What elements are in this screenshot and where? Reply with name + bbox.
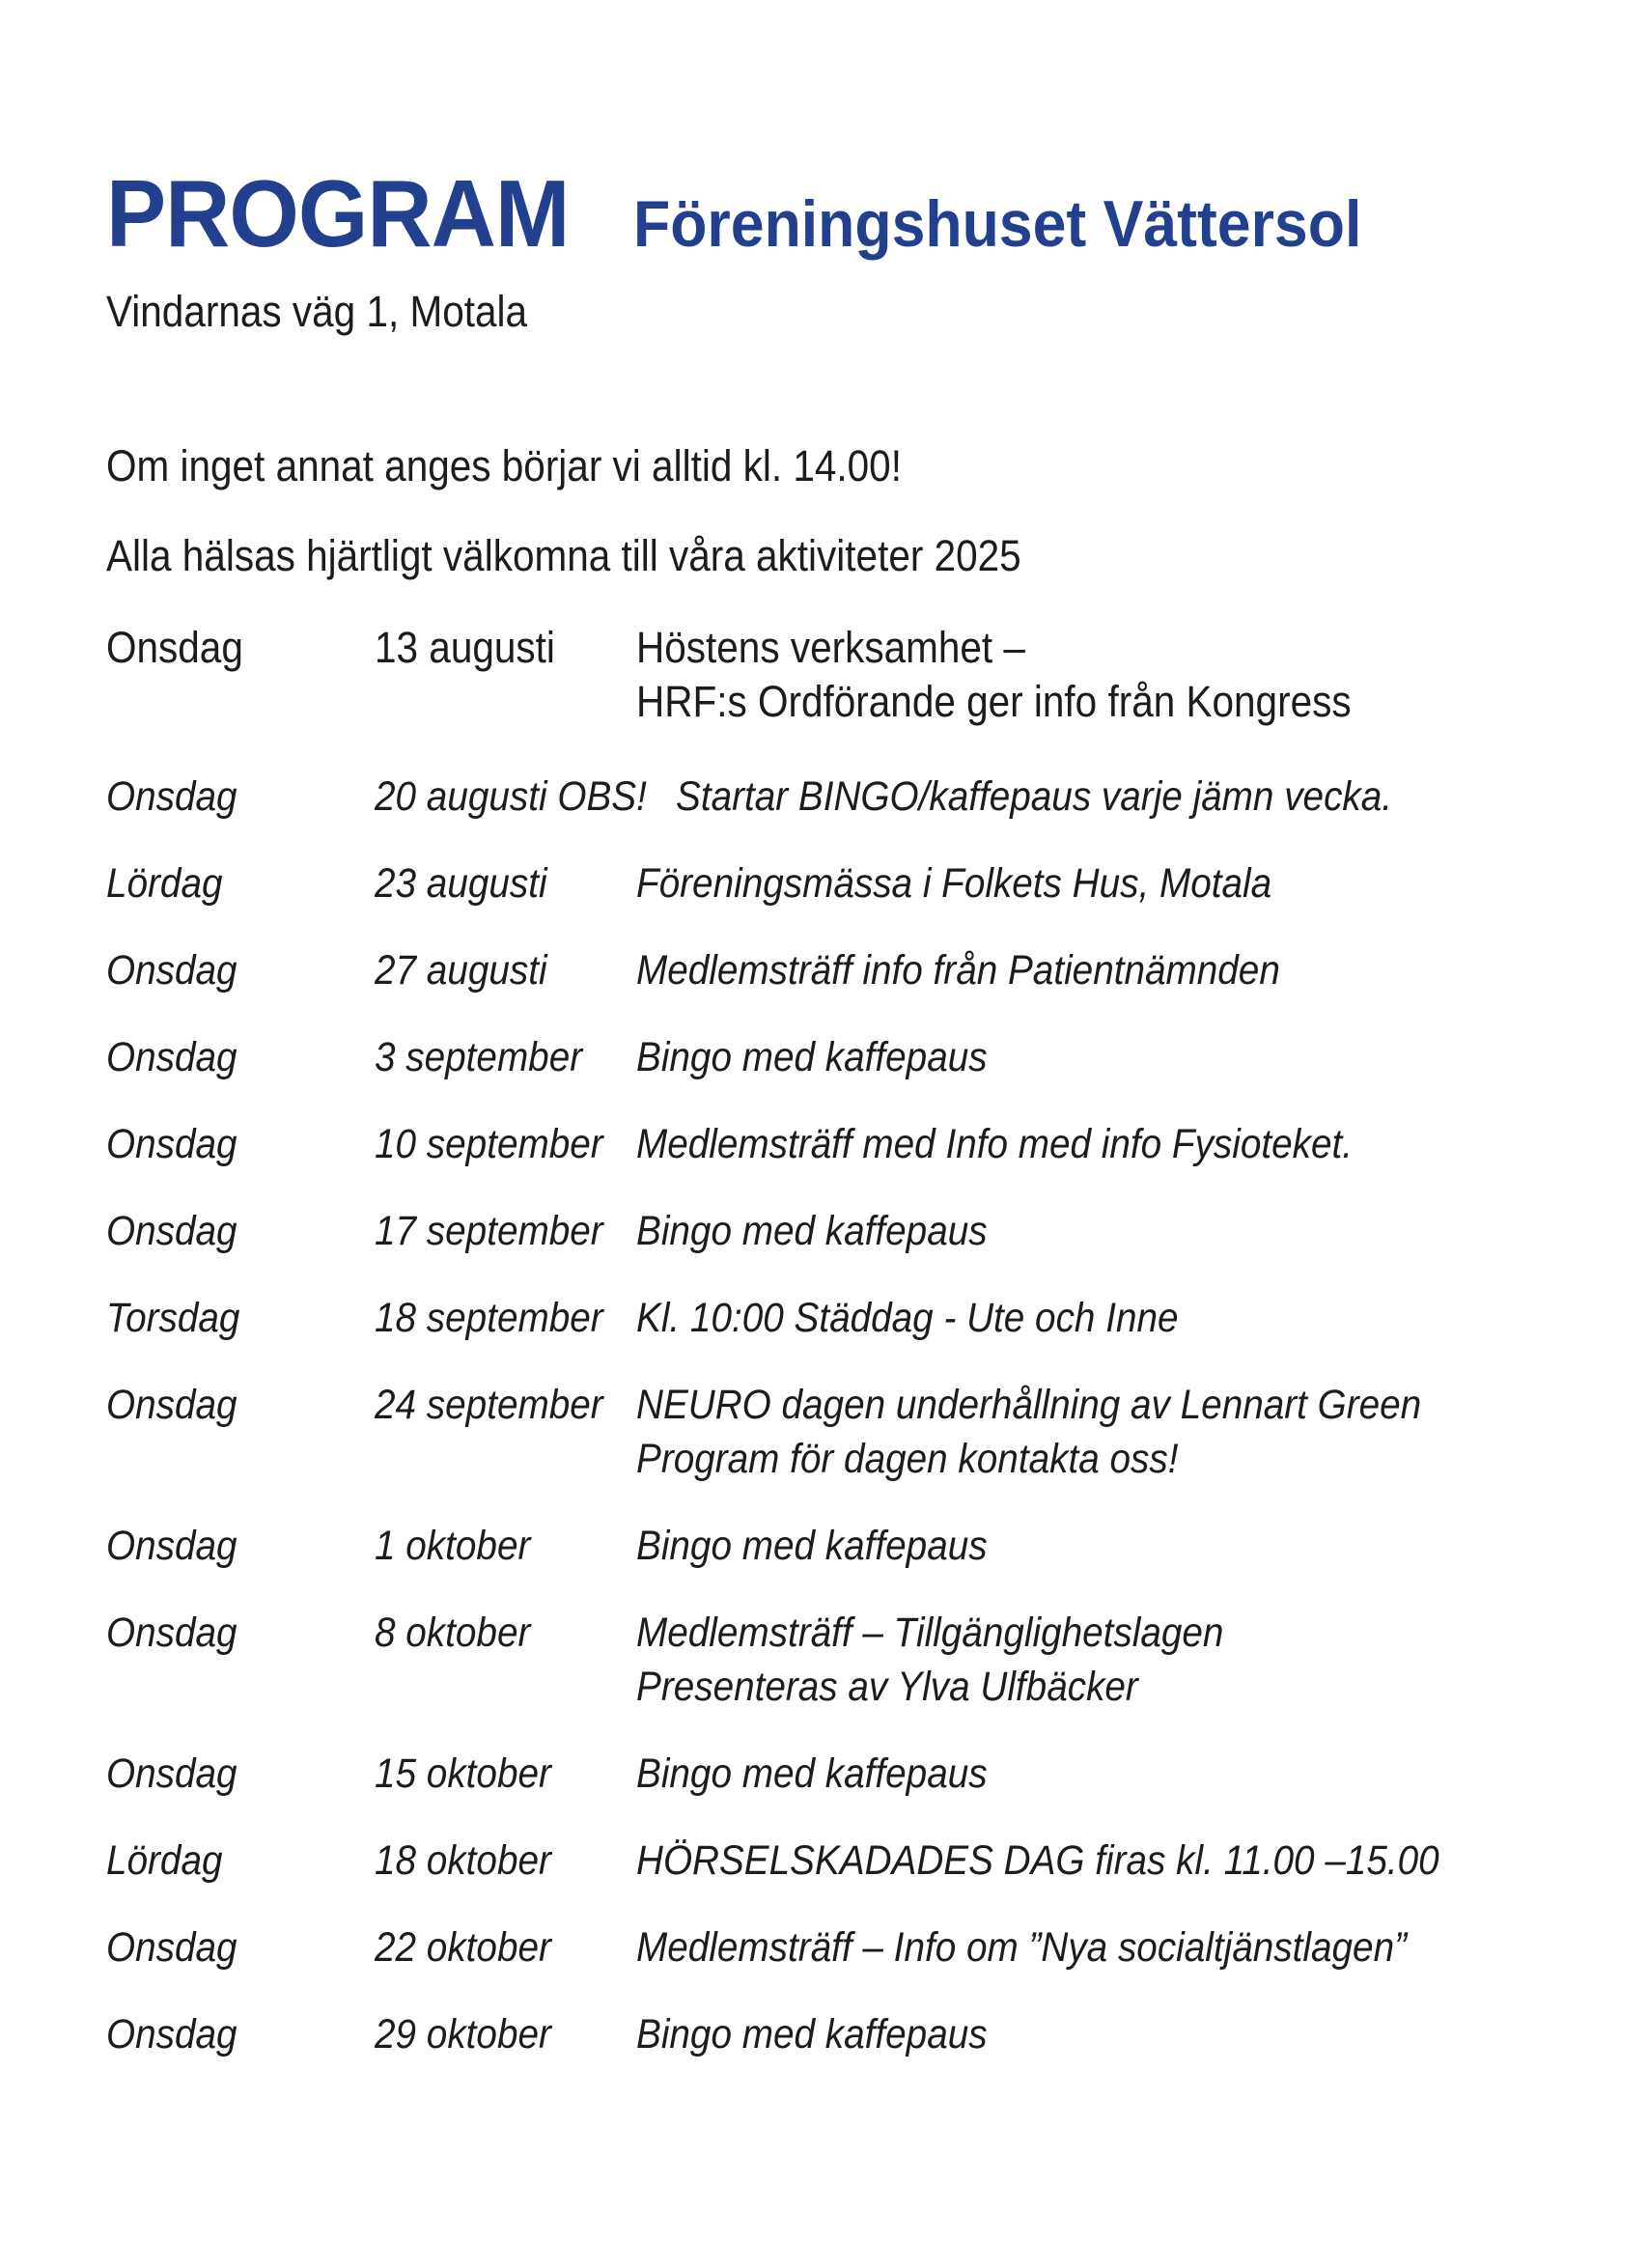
organization-name: Föreningshuset Vättersol bbox=[633, 187, 1362, 261]
event-date: 23 augusti bbox=[375, 860, 547, 907]
start-time-note: Om inget annat anges börjar vi alltid kl. 14.00! bbox=[106, 441, 902, 490]
event-day: Onsdag bbox=[106, 1610, 237, 1656]
event-day: Onsdag bbox=[106, 2011, 237, 2058]
event-day: Torsdag bbox=[106, 1295, 240, 1341]
event-activity bbox=[636, 1204, 988, 1258]
event-activity-line: Medlemsträff – Tillgänglighetslagen bbox=[636, 1610, 1224, 1656]
event-activity-line: Medlemsträff med Info med info Fysioteket. bbox=[636, 1121, 1354, 1167]
event-activity-line: Föreningsmässa i Folkets Hus, Motala bbox=[636, 860, 1272, 907]
event-activity bbox=[636, 1747, 988, 1801]
event-activity bbox=[636, 1117, 1353, 1171]
event-activity bbox=[636, 1834, 1439, 1888]
event-activity-line: Startar BINGO/kaffepaus varje jämn vecka. bbox=[676, 773, 1393, 820]
event-activity bbox=[636, 1291, 1179, 1345]
event-day: Onsdag bbox=[106, 1034, 237, 1080]
event-date: 8 oktober bbox=[375, 1610, 531, 1656]
event-date: 17 september bbox=[375, 1208, 603, 1254]
event-date: 1 oktober bbox=[375, 1523, 531, 1569]
event-activity bbox=[676, 770, 1392, 824]
event-activity bbox=[636, 1606, 1223, 1714]
event-date: 27 augusti bbox=[375, 947, 547, 994]
event-day: Onsdag bbox=[106, 773, 237, 820]
event-day: Onsdag bbox=[106, 1208, 237, 1254]
event-activity bbox=[636, 621, 1352, 729]
event-day: Onsdag bbox=[106, 1121, 237, 1167]
event-date: 18 oktober bbox=[375, 1837, 551, 1884]
event-activity-line: Bingo med kaffepaus bbox=[636, 1750, 988, 1797]
event-date: 18 september bbox=[375, 1295, 603, 1341]
event-date: 20 augusti OBS! bbox=[375, 773, 647, 820]
event-date: 22 oktober bbox=[375, 1924, 551, 1971]
event-activity-line: Bingo med kaffepaus bbox=[636, 1034, 988, 1080]
event-day: Lördag bbox=[106, 860, 223, 907]
event-activity-line: Bingo med kaffepaus bbox=[636, 1208, 988, 1254]
event-activity-line: Bingo med kaffepaus bbox=[636, 1523, 988, 1569]
event-date: 24 september bbox=[375, 1382, 603, 1428]
event-activity-line: HÖRSELSKADADES DAG firas kl. 11.00 –15.00 bbox=[636, 1837, 1439, 1884]
event-day: Onsdag bbox=[106, 1924, 237, 1971]
event-day: Onsdag bbox=[106, 1523, 237, 1569]
event-date: 13 augusti bbox=[375, 623, 555, 672]
event-activity bbox=[636, 2007, 988, 2061]
event-date: 15 oktober bbox=[375, 1750, 551, 1797]
event-activity-line: NEURO dagen underhållning av Lennart Green bbox=[636, 1382, 1422, 1428]
event-activity-line: HRF:s Ordförande ger info från Kongress bbox=[636, 677, 1352, 726]
welcome-note: Alla hälsas hjärtligt välkomna till våra aktiviteter 2025 bbox=[106, 531, 1021, 580]
event-activity-line: Höstens verksamhet – bbox=[636, 623, 1025, 672]
event-activity bbox=[636, 1030, 988, 1084]
event-activity bbox=[636, 1378, 1421, 1486]
event-activity-line: Presenteras av Ylva Ulfbäcker bbox=[636, 1664, 1138, 1710]
event-activity bbox=[636, 1920, 1407, 1974]
event-activity-line: Bingo med kaffepaus bbox=[636, 2011, 988, 2058]
event-day: Onsdag bbox=[106, 1382, 237, 1428]
event-date: 3 september bbox=[375, 1034, 583, 1080]
event-activity bbox=[636, 856, 1271, 910]
event-activity-line: Medlemsträff info från Patientnämnden bbox=[636, 947, 1280, 994]
page-title: PROGRAM bbox=[106, 160, 570, 266]
event-activity bbox=[636, 943, 1280, 997]
event-day: Onsdag bbox=[106, 947, 237, 994]
event-day: Onsdag bbox=[106, 1750, 237, 1797]
address: Vindarnas väg 1, Motala bbox=[106, 287, 528, 336]
event-day: Lördag bbox=[106, 1837, 223, 1884]
event-activity-line: Program för dagen kontakta oss! bbox=[636, 1436, 1179, 1482]
event-activity-line: Medlemsträff – Info om ”Nya socialtjänstlagen” bbox=[636, 1924, 1407, 1971]
event-date: 10 september bbox=[375, 1121, 603, 1167]
event-activity-line: Kl. 10:00 Städdag - Ute och Inne bbox=[636, 1295, 1179, 1341]
event-date: 29 oktober bbox=[375, 2011, 551, 2058]
event-day: Onsdag bbox=[106, 623, 243, 672]
event-activity bbox=[636, 1519, 988, 1573]
